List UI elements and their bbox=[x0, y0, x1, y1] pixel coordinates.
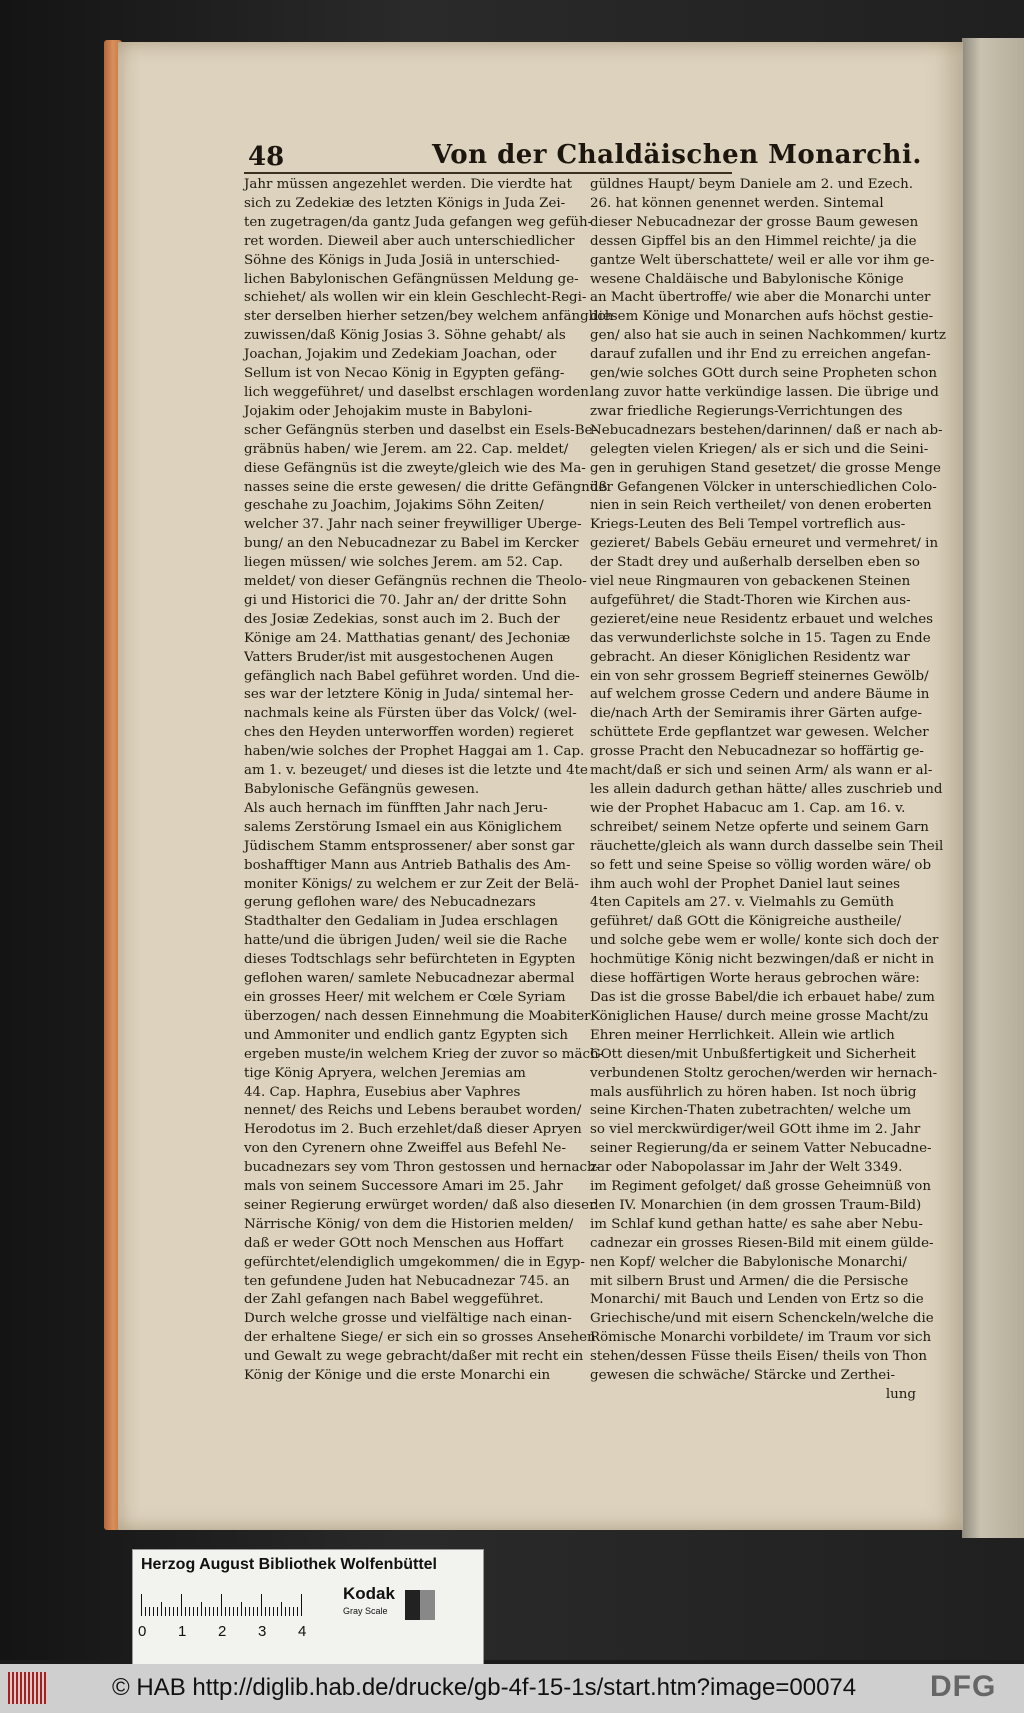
measurement-ruler bbox=[138, 1582, 335, 1640]
text-line: zar oder Nabopolassar im Jahr der Welt 3349. bbox=[590, 1160, 903, 1176]
header-rule bbox=[244, 172, 732, 174]
text-line: räuchette/gleich als wann durch dasselbe sein Theil bbox=[590, 838, 944, 854]
ruler-tick bbox=[293, 1607, 294, 1616]
ruler-number: 1 bbox=[178, 1623, 187, 1640]
text-line: der Zahl gefangen nach Babel weggeführet. bbox=[244, 1292, 544, 1308]
ruler-tick bbox=[149, 1607, 150, 1616]
footer-bar bbox=[0, 1664, 1024, 1713]
text-line: bung/ an den Nebucadnezar zu Babel im Kercker bbox=[244, 536, 579, 552]
ruler-tick bbox=[277, 1607, 278, 1616]
text-line: gen in geruhigen Stand gesetzet/ die grosse Menge bbox=[590, 460, 941, 476]
text-line: dieses Todtschlags sehr befürchteten in Egypten bbox=[244, 952, 576, 968]
right-text-column bbox=[590, 176, 946, 1405]
text-line: Nebucadnezars bestehen/darinnen/ daß er nach ab- bbox=[590, 422, 943, 438]
text-line: lichen Babylonischen Gefängnüssen Meldung ge- bbox=[244, 271, 579, 287]
ruler-tick bbox=[261, 1594, 262, 1616]
text-line: Das ist die grosse Babel/die ich erbauet habe/ zum bbox=[590, 989, 935, 1005]
ruler-tick bbox=[233, 1607, 234, 1616]
text-line: Könige am 24. Matthatias genant/ des Jechoniæ bbox=[244, 630, 571, 646]
text-line: güldnes Haupt/ beym Daniele am 2. und Ezech. bbox=[590, 177, 913, 192]
text-line: gen/ also hat sie auch in seinen Nachkommen/ kurtz bbox=[590, 328, 946, 344]
text-line: Königlichen Hause/ durch meine grosse Macht/zu bbox=[590, 1008, 929, 1024]
ruler-tick bbox=[297, 1607, 298, 1616]
ruler-tick bbox=[273, 1607, 274, 1616]
ruler-tick bbox=[257, 1607, 258, 1616]
ruler-tick bbox=[265, 1607, 266, 1616]
text-line: die/nach Arth der Semiramis ihrer Gärten aufge- bbox=[590, 706, 923, 722]
page-number: 48 bbox=[248, 142, 285, 172]
text-line: zwar friedliche Regierungs-Verrichtungen des bbox=[590, 403, 903, 419]
ruler-tick bbox=[225, 1607, 226, 1616]
ruler-number: 4 bbox=[298, 1623, 307, 1640]
ruler-tick bbox=[197, 1607, 198, 1616]
dfg-logo: DFG bbox=[930, 1670, 997, 1703]
text-line: mals von seinem Successore Amari im 25. Jahr bbox=[244, 1179, 563, 1195]
ruler-tick bbox=[201, 1602, 202, 1616]
text-line: lang zuvor hatte verkündige lassen. Die übrige und bbox=[590, 384, 939, 400]
text-line: les allein dadurch gethan hätte/ alles zuschrieb und bbox=[590, 782, 943, 797]
text-line: schiehet/ als wollen wir ein klein Geschlecht-Regi- bbox=[244, 290, 587, 306]
ruler-number: 3 bbox=[258, 1623, 267, 1640]
text-line: auf welchem grosse Cedern und andere Bäume in bbox=[590, 687, 930, 703]
text-line: nasses seine die erste gewesen/ die dritte Gefängnüß bbox=[244, 479, 608, 495]
ruler-tick bbox=[253, 1607, 254, 1616]
text-line: salems Zerstörung Ismael ein aus Königlichem bbox=[244, 819, 562, 835]
text-line: geführet/ daß GOtt die Königreiche austheile/ bbox=[590, 914, 902, 930]
text-line: Närrische König/ von dem die Historien melden/ bbox=[244, 1216, 574, 1232]
text-line: und Gewalt zu wege gebracht/daßer mit recht ein bbox=[244, 1349, 584, 1365]
facing-page-edge bbox=[962, 38, 1024, 1538]
ruler-number: 0 bbox=[138, 1623, 147, 1640]
text-line: gezieret/eine neue Residentz erbauet und welches bbox=[590, 611, 934, 627]
text-line: meldet/ von dieser Gefängnüs rechnen die Theolo- bbox=[244, 574, 587, 590]
text-line: wie der Prophet Habacuc am 1. Cap. am 16. v. bbox=[590, 800, 906, 816]
text-line: geflohen waren/ samlete Nebucadnezar abermal bbox=[244, 971, 575, 987]
kodak-brand: Kodak bbox=[343, 1584, 395, 1603]
ruler-tick bbox=[241, 1602, 242, 1616]
text-line: der erhaltene Siege/ er sich ein so grosses Ansehen bbox=[244, 1330, 596, 1346]
left-text-column bbox=[244, 176, 614, 1386]
library-label-card bbox=[132, 1549, 484, 1672]
ruler-tick bbox=[245, 1607, 246, 1616]
text-line: ein von sehr grossem Begrieff steinernes Gewölb/ bbox=[590, 668, 929, 684]
text-line: cadnezar ein grosses Riesen-Bild mit einem gülde- bbox=[590, 1235, 934, 1251]
gray-scale-swatch bbox=[405, 1590, 435, 1620]
ruler-tick bbox=[165, 1607, 166, 1616]
ruler-tick bbox=[157, 1607, 158, 1616]
text-line: Als auch hernach im fünfften Jahr nach Jeru- bbox=[244, 800, 548, 816]
ruler-tick bbox=[249, 1607, 250, 1616]
text-line: liegen müssen/ wie solches Jerem. am 52. Cap. bbox=[244, 555, 563, 571]
text-line: gräbnüs haben/ wie Jerem. am 22. Cap. meldet/ bbox=[244, 441, 569, 457]
text-line: 26. hat können genennet werden. Sintemal bbox=[590, 195, 884, 211]
running-head: Von der Chaldäischen Monarchi. bbox=[432, 140, 922, 170]
text-line: Sellum ist von Necao König in Egypten gefäng- bbox=[244, 366, 565, 382]
text-line: an Macht übertroffe/ wie aber die Monarchi unter bbox=[590, 290, 931, 306]
text-line: haben/wie solches der Prophet Haggai am 1. Cap. bbox=[244, 744, 585, 760]
ruler-tick bbox=[229, 1607, 230, 1616]
ruler-tick bbox=[205, 1607, 206, 1616]
text-line: überzogen/ nach dessen Einnehmung die Moabiter bbox=[244, 1008, 591, 1024]
library-name: Herzog August Bibliothek Wolfenbüttel bbox=[141, 1556, 437, 1573]
text-line: darauf zufallen und ihr End zu erreichen angefan- bbox=[590, 347, 931, 363]
text-line: viel neue Ringmauren von gebackenen Steinen bbox=[590, 574, 911, 590]
ruler-tick bbox=[177, 1607, 178, 1616]
text-line: diese hoffärtigen Worte heraus gebrochen wäre: bbox=[590, 971, 920, 987]
text-line: Durch welche grosse und vielfältige nach einan- bbox=[244, 1311, 572, 1327]
text-line: geschahe zu Joachim, Jojakims Söhn Zeiten/ bbox=[244, 498, 544, 514]
text-line: im Schlaf kund gethan hatte/ es sahe aber Nebu- bbox=[590, 1216, 923, 1232]
text-line: ster derselben hierher setzen/bey welchem anfänglich bbox=[244, 309, 614, 325]
text-line: das verwunderlichste solche in 15. Tagen zu Ende bbox=[590, 630, 931, 646]
ruler-tick bbox=[209, 1607, 210, 1616]
text-line: Söhne des Königs in Juda Josiä in unterschied- bbox=[244, 252, 560, 268]
text-line: ses war der letztere König in Juda/ sintemal her- bbox=[244, 687, 574, 703]
text-line: gelegten vielen Kriegen/ als er sich und die Seini- bbox=[590, 441, 929, 457]
text-line: gefänglich nach Babel geführet worden. Und die- bbox=[244, 668, 580, 684]
text-line: der Stadt drey und außerhalb derselben eben so bbox=[590, 555, 920, 571]
text-line: hatte/und die übrigen Juden/ weil sie die Rache bbox=[244, 933, 568, 949]
text-line: so viel merckwürdiger/weil GOtt ihme im 2. Jahr bbox=[590, 1122, 921, 1138]
text-line: ret worden. Dieweil aber auch unterschiedlicher bbox=[244, 233, 575, 249]
ruler-tick bbox=[145, 1607, 146, 1616]
text-line: tige König Apryera, welchen Jeremias am bbox=[244, 1065, 526, 1081]
text-line: gi und Historici die 70. Jahr an/ der dritte Sohn bbox=[244, 592, 567, 608]
text-line: am 1. v. bezeuget/ und dieses ist die letzte und 4te bbox=[244, 763, 588, 779]
ruler-number: 2 bbox=[218, 1623, 227, 1640]
text-line: Römische Monarchi vorbildete/ im Traum vor sich bbox=[590, 1330, 932, 1346]
ruler-tick bbox=[213, 1607, 214, 1616]
text-line: lung bbox=[885, 1387, 916, 1402]
text-line: gerung geflohen ware/ des Nebucadnezars bbox=[244, 895, 536, 911]
text-line: ihm auch wohl der Prophet Daniel laut seines bbox=[590, 876, 901, 892]
ruler-tick bbox=[269, 1607, 270, 1616]
text-line: scher Gefängnüs sterben und daselbst ein Esels-Be- bbox=[244, 422, 598, 438]
text-line: König der Könige und die erste Monarchi ein bbox=[244, 1368, 551, 1384]
text-line: im Regiment gefolget/ daß grosse Geheimnüß von bbox=[590, 1179, 931, 1195]
text-line: Jahr müssen angezehlet werden. Die vierdte hat bbox=[244, 177, 572, 192]
text-line: daß er weder GOtt noch Menschen aus Hoffart bbox=[244, 1235, 564, 1251]
text-line: welcher 37. Jahr nach seiner freywilliger Uberge- bbox=[244, 517, 582, 533]
text-line: Ehren meiner Herrlichkeit. Allein wie artlich bbox=[590, 1027, 895, 1043]
text-line: sich zu Zedekiæ des letzten Königs in Juda Zei- bbox=[244, 195, 566, 211]
ruler-tick bbox=[285, 1607, 286, 1616]
ruler-tick bbox=[169, 1607, 170, 1616]
ruler-tick bbox=[281, 1602, 282, 1616]
text-line: seiner Regierung/da er seinem Vatter Nebucadne- bbox=[590, 1141, 932, 1157]
ruler-tick bbox=[217, 1607, 218, 1616]
text-line: diesem Könige und Monarchen aufs höchst gestie- bbox=[590, 309, 934, 325]
text-line: moniter Königs/ zu welchem er zur Zeit der Belä- bbox=[244, 876, 579, 892]
text-line: Vatters Bruder/ist mit ausgestochenen Augen bbox=[244, 649, 554, 665]
text-line: nien in sein Reich vertheilet/ von denen eroberten bbox=[590, 498, 932, 514]
text-line: lich weggeführet/ und daselbst erschlagen worden. bbox=[244, 384, 594, 400]
text-line: ches den Heyden unterworffen worden) regieret bbox=[244, 725, 574, 741]
text-line: Herodotus im 2. Buch erzehlet/daß dieser Apryen bbox=[244, 1122, 582, 1138]
text-line: stehen/dessen Füsse theils Eisen/ theils von Thon bbox=[590, 1349, 927, 1365]
barcode-icon bbox=[8, 1672, 46, 1704]
text-line: verbundenen Stoltz gerochen/werden wir hernach- bbox=[590, 1065, 938, 1081]
text-line: ergeben muste/in welchem Krieg der zuvor so mäch- bbox=[244, 1046, 604, 1062]
text-line: seiner Regierung erwürget worden/ daß also dieser bbox=[244, 1197, 596, 1213]
text-line: gefürchtet/elendiglich umgekommen/ die in Egyp- bbox=[244, 1254, 585, 1270]
text-line: dessen Gipffel bis an den Himmel reichte/ ja die bbox=[590, 233, 917, 249]
text-line: ten gefundene Juden hat Nebucadnezar 745. an bbox=[244, 1273, 570, 1289]
ruler-tick bbox=[181, 1594, 182, 1616]
ruler-tick bbox=[193, 1607, 194, 1616]
text-line: nennet/ des Reichs und Lebens beraubet worden/ bbox=[244, 1103, 582, 1119]
text-line: Kriegs-Leuten des Beli Tempel vortreflich aus- bbox=[590, 517, 906, 533]
text-line: hochmütige König nicht bezwingen/daß er nicht in bbox=[590, 952, 935, 968]
text-line: schüttete Erde gepflantzet war gewesen. Welcher bbox=[590, 725, 929, 741]
text-line: gantze Welt überschattete/ weil er alle vor ihm ge- bbox=[590, 252, 935, 268]
text-line: gen/wie solches GOtt durch seine Propheten schon bbox=[590, 366, 937, 382]
ruler-tick bbox=[161, 1602, 162, 1616]
text-line: der Gefangenen Völcker in unterschiedlichen Colo- bbox=[590, 479, 937, 495]
text-line: diese Gefängnüs ist die zweyte/gleich wie des Ma- bbox=[244, 460, 586, 476]
text-line: wesene Chaldäische und Babylonische Könige bbox=[590, 271, 904, 287]
text-line: mals ausführlich zu hören haben. Ist noch übrig bbox=[590, 1084, 917, 1100]
text-line: den IV. Monarchien (in dem grossen Traum-Bild) bbox=[590, 1197, 922, 1213]
text-line: gezieret/ Babels Gebäu erneuret und vermehret/ in bbox=[590, 536, 939, 552]
ruler-tick bbox=[301, 1594, 302, 1616]
text-line: Jüdischem Stamm entsprossener/ aber sonst gar bbox=[244, 838, 575, 854]
text-line: mit silbern Brust und Armen/ die die Persische bbox=[590, 1273, 909, 1289]
ruler-tick bbox=[153, 1607, 154, 1616]
text-line: nen Kopf/ welcher die Babylonische Monarchi/ bbox=[590, 1254, 907, 1270]
gray-scale-label: Gray Scale bbox=[343, 1606, 388, 1616]
text-line: Joachan, Jojakim und Zedekiam Joachan, oder bbox=[244, 347, 557, 363]
ruler-tick bbox=[173, 1607, 174, 1616]
text-line: 44. Cap. Haphra, Eusebius aber Vaphres bbox=[244, 1084, 521, 1100]
text-line: Monarchi/ mit Bauch und Lenden von Ertz so die bbox=[590, 1292, 924, 1308]
text-line: und Ammoniter und endlich gantz Egypten sich bbox=[244, 1027, 569, 1043]
ruler-tick bbox=[289, 1607, 290, 1616]
ruler-tick bbox=[141, 1594, 142, 1616]
text-line: schreibet/ seinem Netze opferte und seinem Garn bbox=[590, 819, 929, 835]
text-line: 4ten Capitels am 27. v. Vielmahls zu Gemüth bbox=[590, 895, 895, 911]
text-line: seine Kirchen-Thaten zubetrachten/ welche um bbox=[590, 1103, 912, 1119]
text-line: von den Cyrenern ohne Zweiffel aus Befehl Ne- bbox=[244, 1141, 567, 1157]
text-line: Babylonische Gefängnüs gewesen. bbox=[244, 782, 480, 797]
text-line: aufgeführet/ die Stadt-Thoren wie Kirchen aus- bbox=[590, 592, 911, 608]
text-line: dieser Nebucadnezar der grosse Baum gewesen bbox=[590, 214, 919, 230]
ruler-tick bbox=[221, 1594, 222, 1616]
text-line: GOtt diesen/mit Unbußfertigkeit und Sicherheit bbox=[590, 1046, 916, 1062]
text-line: des Josiæ Zedekias, sonst auch im 2. Buch der bbox=[244, 611, 560, 627]
ruler-tick bbox=[189, 1607, 190, 1616]
text-line: ten zugetragen/da gantz Juda gefangen weg gefüh- bbox=[244, 214, 593, 230]
text-line: bucadnezars sey vom Thron gestossen und hernach- bbox=[244, 1160, 601, 1176]
text-line: ein grosses Heer/ mit welchem er Cœle Syriam bbox=[244, 989, 566, 1005]
text-line: Stadthalter den Gedaliam in Judea erschlagen bbox=[244, 914, 558, 930]
text-line: Jojakim oder Jehojakim muste in Babyloni- bbox=[244, 403, 533, 419]
text-line: nachmals keine als Fürsten über das Volck/ (wel- bbox=[244, 706, 577, 722]
text-line: zuwissen/daß König Josias 3. Söhne gehabt/ als bbox=[244, 328, 566, 344]
ruler-tick bbox=[237, 1607, 238, 1616]
text-line: grosse Pracht den Nebucadnezar so hoffärtig ge- bbox=[590, 744, 924, 760]
ruler-tick bbox=[185, 1607, 186, 1616]
text-line: Griechische/und mit eisern Schenckeln/welche die bbox=[590, 1311, 934, 1327]
copyright-url[interactable]: © HAB http://diglib.hab.de/drucke/gb-4f-15-1s/start.htm?image=00074 bbox=[112, 1674, 857, 1701]
text-line: macht/daß er sich und seinen Arm/ als wann er al- bbox=[590, 763, 933, 779]
text-line: gebracht. An dieser Königlichen Residentz war bbox=[590, 649, 910, 665]
text-line: und solche gebe wem er wolle/ konte sich doch der bbox=[590, 933, 939, 949]
text-line: boshafftiger Mann aus Antrieb Bathalis des Am- bbox=[244, 857, 571, 873]
text-line: so fett und seine Speise so völlig worden wäre/ ob bbox=[590, 857, 932, 873]
text-line: gewesen die schwäche/ Stärcke und Zerthei- bbox=[590, 1368, 896, 1384]
